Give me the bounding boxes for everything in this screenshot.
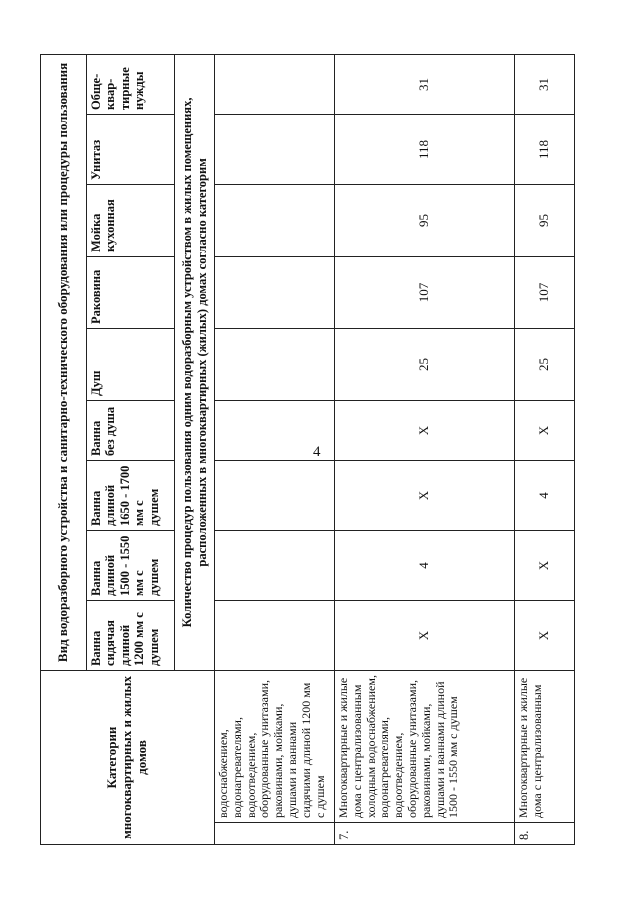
cell-value: 31 xyxy=(335,54,515,114)
cell-value xyxy=(215,256,335,328)
col-header: Мойка кухонная xyxy=(87,184,175,256)
row-category: Многоквартирные и жилые дома с централизованным холодным водоснабжением, водонагревателями, водоотведением, оборудованные унитазами, раковинами, мойками, душами и ваннами длиной 1500 - 1550 мм с душем xyxy=(335,670,515,822)
cell-value: 118 xyxy=(335,114,515,184)
col-header: Унитаз xyxy=(87,114,175,184)
row-number: 8. xyxy=(515,823,575,845)
cell-value: X xyxy=(335,460,515,530)
cell-value: 25 xyxy=(335,328,515,400)
row-number: 7. xyxy=(335,823,515,845)
cell-value: 107 xyxy=(515,256,575,328)
cell-value xyxy=(215,400,335,460)
cell-value xyxy=(215,530,335,600)
cell-value: X xyxy=(515,600,575,670)
cell-value xyxy=(215,114,335,184)
cell-value: 118 xyxy=(515,114,575,184)
cell-value xyxy=(215,184,335,256)
header-main: Вид водоразборного устройства и санитарно-технического оборудования или процедуры пользования xyxy=(41,54,87,670)
col-header: Ванна длиной 1500 - 1550 мм с душем xyxy=(87,530,175,600)
row-number xyxy=(215,823,335,845)
cell-value xyxy=(215,460,335,530)
row-category: Многоквартирные и жилые дома с централизованным xyxy=(515,670,575,822)
cell-value: X xyxy=(335,400,515,460)
rotated-table-container xyxy=(40,55,600,845)
cell-value: 95 xyxy=(515,184,575,256)
table-row xyxy=(335,54,515,844)
cell-value xyxy=(215,600,335,670)
col-header: Ванна длиной 1650 - 1700 мм с душем xyxy=(87,460,175,530)
water-usage-table xyxy=(40,54,575,845)
col-header: Ванна сидячая длиной 1200 мм с душем xyxy=(87,600,175,670)
cell-value: X xyxy=(515,530,575,600)
cell-value: X xyxy=(335,600,515,670)
cell-value: 107 xyxy=(335,256,515,328)
cell-value: 25 xyxy=(515,328,575,400)
cell-value xyxy=(215,328,335,400)
table-row xyxy=(215,54,335,844)
col-header: Обще-квар-тирные нужды xyxy=(87,54,175,114)
row-category: водоснабжением, водонагревателями, водоотведением, оборудованные унитазами, раковинами, мойками, душами и ваннами сидячими длиной 1200 мм с душем xyxy=(215,670,335,822)
header-category: Категории многоквартирных и жилых домов xyxy=(41,670,215,844)
cell-value: 95 xyxy=(335,184,515,256)
cell-value: 4 xyxy=(335,530,515,600)
cell-value: X xyxy=(515,400,575,460)
subheader-note: Количество процедур пользования одним водоразборным устройством в жилых помещениях, расположенных в многоквартирных (жилых) домах согласно категорим xyxy=(175,54,215,670)
cell-value xyxy=(215,54,335,114)
table-row xyxy=(515,54,575,844)
col-header: Ванна без душа xyxy=(87,400,175,460)
page-number: 4 xyxy=(313,444,321,460)
col-header: Душ xyxy=(87,328,175,400)
col-header: Раковина xyxy=(87,256,175,328)
cell-value: 4 xyxy=(515,460,575,530)
cell-value: 31 xyxy=(515,54,575,114)
